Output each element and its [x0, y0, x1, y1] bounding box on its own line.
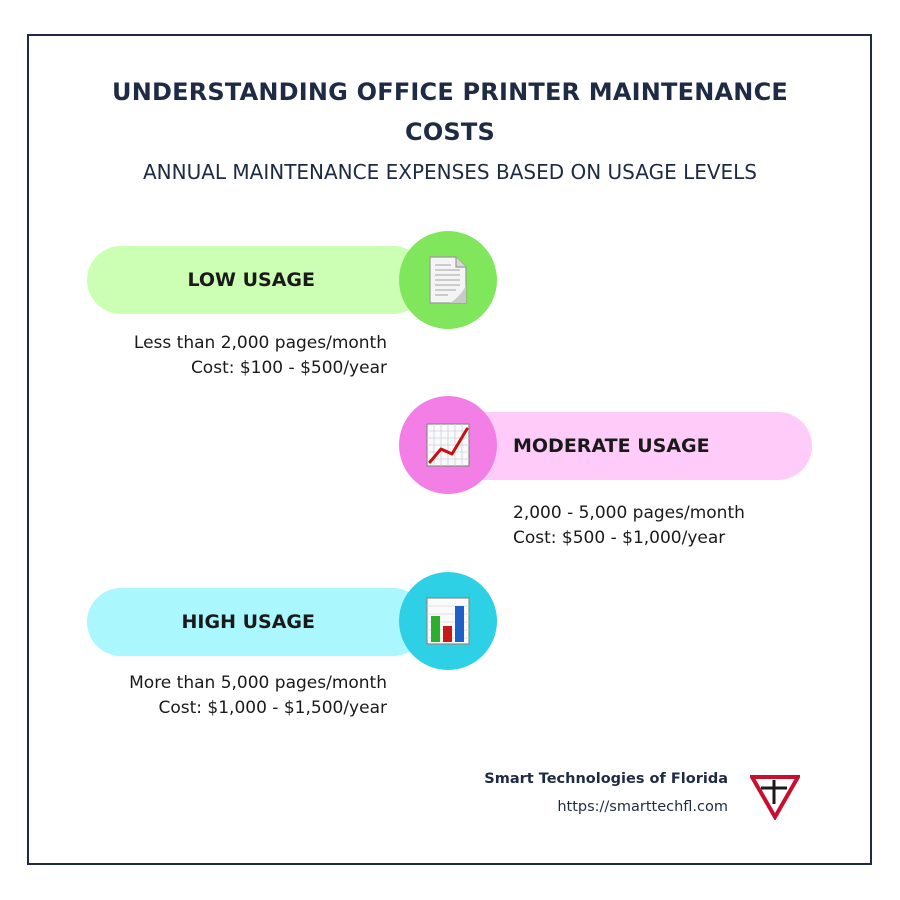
- low-usage-label: LOW USAGE: [187, 269, 315, 291]
- line-chart-icon: [425, 422, 471, 468]
- smart-tech-logo-icon: [750, 774, 800, 820]
- high-usage-pill: [87, 588, 427, 656]
- company-url[interactable]: https://smarttechfl.com: [557, 799, 728, 815]
- moderate-usage-label: MODERATE USAGE: [513, 435, 710, 457]
- high-usage-pages: More than 5,000 pages/month: [129, 673, 387, 693]
- high-usage-label: HIGH USAGE: [181, 611, 315, 633]
- low-usage-circle: [399, 231, 497, 329]
- low-usage-pages: Less than 2,000 pages/month: [133, 333, 387, 353]
- moderate-usage-cost: Cost: $500 - $1,000/year: [513, 528, 726, 548]
- low-usage-description: [87, 331, 387, 381]
- high-usage-cost: Cost: $1,000 - $1,500/year: [158, 698, 387, 718]
- company-name: Smart Technologies of Florida: [484, 771, 728, 787]
- high-usage-description: [127, 671, 387, 721]
- moderate-usage-description: [513, 501, 813, 551]
- high-usage-circle: [399, 572, 497, 670]
- bar-chart-icon: [425, 596, 471, 646]
- page-subtitle: ANNUAL MAINTENANCE EXPENSES BASED ON USAGE LEVELS: [142, 160, 758, 184]
- document-icon: [426, 255, 470, 305]
- low-usage-pill: [87, 246, 427, 314]
- moderate-usage-circle: [399, 396, 497, 494]
- moderate-usage-pages: 2,000 - 5,000 pages/month: [513, 503, 745, 523]
- low-usage-cost: Cost: $100 - $500/year: [190, 358, 387, 378]
- page-title: UNDERSTANDING OFFICE PRINTER MAINTENANCE COSTS: [112, 78, 788, 146]
